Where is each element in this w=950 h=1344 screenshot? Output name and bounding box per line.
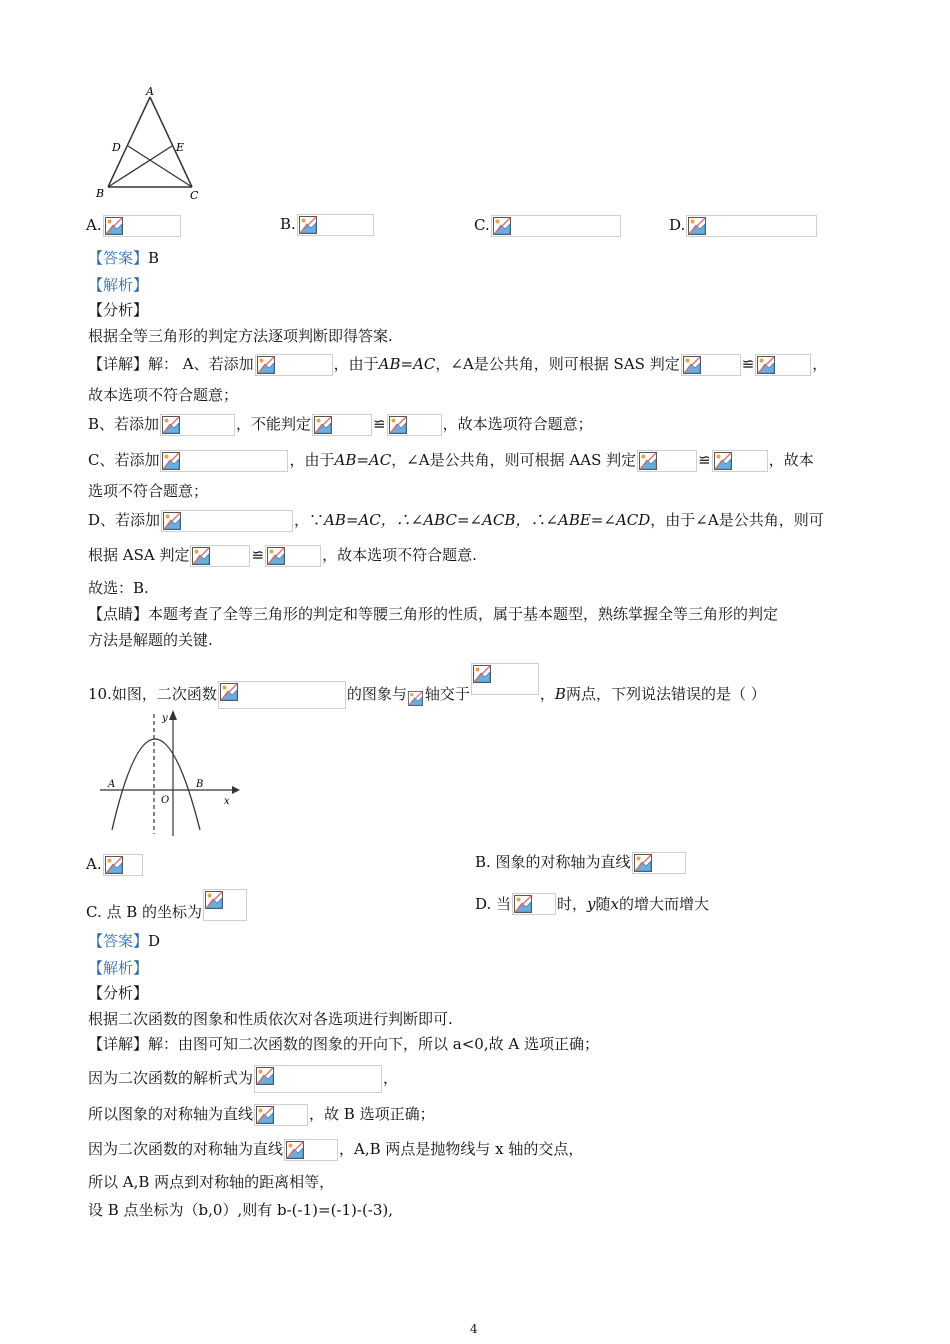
q9-option-a: [86, 214, 182, 237]
dianjing-tag: 【点睛】: [88, 605, 149, 623]
text: 两点，下列说法错误的是（ ）: [565, 685, 766, 703]
option-label: D. 当: [475, 895, 512, 913]
formula-image-placeholder: [254, 1065, 382, 1093]
broken-image-icon: [757, 356, 775, 374]
q10-detail-5: 所以 A,B 两点到对称轴的距离相等，: [88, 1173, 335, 1191]
detail-tag: 【详解】: [88, 355, 149, 373]
broken-image-icon: [286, 1141, 304, 1159]
detail-tag: 【详解】: [88, 1035, 149, 1053]
text: ，: [812, 355, 828, 373]
text: ，由于: [289, 451, 335, 469]
text: ，由于∠A是公共角，则可: [650, 511, 824, 529]
svg-text:x: x: [224, 796, 230, 807]
text: B、若添加: [88, 415, 160, 433]
text: ，由于: [333, 355, 379, 373]
text: 的图象与: [346, 685, 407, 703]
formula-image-placeholder: [681, 354, 741, 376]
formula-image-placeholder: [218, 681, 346, 709]
formula-image-placeholder: [255, 354, 333, 376]
formula-image-placeholder: [254, 1104, 308, 1126]
q9-option-d: [669, 214, 818, 237]
text: ，∵: [294, 511, 325, 529]
math-text: ，∴∠ABC=∠ACB: [380, 511, 516, 529]
formula-image-placeholder: [686, 215, 817, 237]
text: ，∠A: [391, 451, 430, 469]
text: ，不能判定: [236, 415, 312, 433]
option-label: A.: [86, 855, 102, 873]
formula-image-placeholder: [161, 510, 293, 532]
math-text: AB=AC: [378, 355, 436, 373]
q9-detail-c-cont: 选项不符合题意；: [88, 482, 209, 500]
formula-image-placeholder: [471, 663, 539, 695]
q9-detail-b: [88, 413, 593, 436]
math-text: x: [610, 895, 620, 913]
text: 是公共角，则可根据 AAS 判定: [429, 451, 637, 469]
formula-image-placeholder: [387, 414, 442, 436]
q10-stem: [88, 663, 766, 709]
formula-image-placeholder: [203, 889, 247, 921]
text: ，: [383, 1069, 399, 1087]
q9-detail-a: [88, 353, 827, 376]
broken-image-icon: [192, 547, 210, 565]
q10-option-a: [86, 853, 144, 876]
formula-image-placeholder: [284, 1139, 338, 1161]
broken-image-icon: [493, 217, 511, 235]
q9-detail-c: [88, 449, 814, 472]
broken-image-icon: [714, 452, 732, 470]
q9-detail-a-cont: 故本选项不符合题意；: [88, 386, 239, 404]
text: ，故 B 选项正确；: [309, 1105, 435, 1123]
formula-image-placeholder: [103, 215, 181, 237]
broken-image-icon: [220, 683, 238, 701]
congruent-symbol: ≌: [741, 355, 755, 373]
broken-image-icon: [473, 665, 491, 683]
text: 根据 ASA 判定: [88, 546, 190, 564]
q9-dianjing-cont: 方法是解题的关键.: [88, 631, 213, 649]
svg-text:O: O: [161, 795, 170, 806]
congruent-symbol: ≌: [373, 415, 386, 433]
q9-option-b: [280, 213, 375, 236]
parabola-figure: [94, 706, 244, 838]
congruent-symbol: ≌: [698, 451, 711, 469]
text: ，故本选项符合题意；: [442, 415, 593, 433]
broken-image-icon: [256, 1067, 274, 1085]
formula-image-placeholder: [103, 854, 143, 876]
broken-image-icon: [634, 854, 652, 872]
option-label: B. 图象的对称轴为直线: [475, 853, 631, 871]
text: 解： A、若添加: [148, 355, 254, 373]
formula-image-placeholder: [160, 414, 235, 436]
option-label: B.: [280, 215, 296, 233]
text: D、若添加: [88, 511, 161, 529]
svg-text:y: y: [162, 713, 168, 724]
q9-detail-d-cont: [88, 544, 477, 567]
broken-image-icon: [257, 356, 275, 374]
answer-tag: 【答案】: [88, 249, 149, 267]
congruent-symbol: ≌: [251, 546, 265, 564]
broken-image-icon: [314, 416, 332, 434]
broken-image-icon: [299, 216, 317, 234]
text: 时，: [557, 895, 588, 913]
formula-image-placeholder: [491, 215, 621, 237]
text: 的增大而增大: [619, 895, 710, 913]
text: 本题考查了全等三角形的判定和等腰三角形的性质，属于基本题型，熟练掌握全等三角形的判定: [148, 605, 779, 623]
q9-option-c: [474, 214, 622, 237]
text: ，故本: [768, 451, 814, 469]
q9-fenxi-tag: 【分析】: [88, 301, 149, 319]
formula-image-placeholder: [632, 852, 686, 874]
page-number: 4: [470, 1322, 478, 1336]
answer-tag: 【答案】: [88, 932, 149, 950]
q10-answer: [88, 930, 160, 952]
text: 解：由图可知二次函数的图象的开向下，所以 a<0,故 A 选项正确；: [148, 1035, 599, 1053]
text: 所以图象的对称轴为直线: [88, 1105, 254, 1123]
option-label: C.: [474, 216, 490, 234]
text: C、若添加: [88, 451, 160, 469]
q10-fenxi-text: 根据二次函数的图象和性质依次对各选项进行判断即可.: [88, 1010, 453, 1028]
broken-image-icon: [162, 416, 180, 434]
q10-detail-4: [88, 1138, 583, 1161]
answer-value: B: [148, 249, 160, 267]
math-text: AB=AC: [334, 451, 392, 469]
formula-image-placeholder: [297, 214, 374, 236]
math-text: y: [587, 895, 596, 913]
math-text: AB=AC: [324, 511, 381, 529]
formula-image-placeholder: [190, 545, 250, 567]
q9-detail-d: [88, 509, 824, 532]
svg-text:A: A: [108, 779, 116, 790]
broken-image-icon: [514, 895, 532, 913]
broken-image-icon: [105, 217, 123, 235]
text: ，: [539, 685, 555, 703]
svg-text:C: C: [190, 189, 199, 202]
q10-detail-3: [88, 1103, 435, 1126]
text: 因为二次函数的对称轴为直线: [88, 1140, 284, 1158]
q10-analysis-tag: 【解析】: [88, 959, 149, 977]
text: 随: [595, 895, 611, 913]
option-label: C. 点 B 的坐标为: [86, 903, 203, 921]
formula-image-placeholder: [755, 354, 811, 376]
broken-image-icon: [688, 217, 706, 235]
broken-image-icon: [267, 547, 285, 565]
broken-image-icon: [162, 452, 180, 470]
q10-fenxi-tag: 【分析】: [88, 984, 149, 1002]
formula-image-placeholder: [312, 414, 372, 436]
broken-image-icon: [105, 856, 123, 874]
text: ，A,B 两点是抛物线与 x 轴的交点，: [339, 1140, 584, 1158]
broken-image-icon: [683, 356, 701, 374]
text: 是公共角，则可根据 SAS 判定: [473, 355, 680, 373]
svg-text:B: B: [96, 187, 105, 200]
q9-analysis-tag: 【解析】: [88, 276, 149, 294]
broken-image-icon: [163, 512, 181, 530]
q10-option-d: [475, 893, 709, 915]
q10-detail-1: [88, 1033, 599, 1055]
broken-image-icon: [256, 1106, 274, 1124]
text: 10.如图，二次函数: [88, 685, 217, 703]
formula-image-placeholder: [712, 450, 768, 472]
q10-detail-2: [88, 1065, 398, 1093]
broken-image-icon: [408, 691, 423, 706]
svg-text:B: B: [196, 779, 204, 790]
q10-option-b: [475, 851, 687, 874]
formula-image-placeholder: [265, 545, 321, 567]
math-text: ，∴∠ABE=∠ACD: [515, 511, 651, 529]
svg-text:E: E: [176, 141, 185, 154]
option-label: A.: [86, 216, 102, 234]
formula-image-placeholder: [637, 450, 697, 472]
text: 轴交于: [424, 685, 470, 703]
text: ，故本选项不符合题意.: [322, 546, 477, 564]
broken-image-icon: [389, 416, 407, 434]
broken-image-icon: [205, 891, 223, 909]
svg-text:A: A: [146, 85, 154, 98]
q9-dianjing: [88, 603, 778, 625]
broken-image-icon: [639, 452, 657, 470]
q10-detail-6: 设 B 点坐标为（b,0）,则有 b-(-1)=(-1)-(-3),: [88, 1201, 394, 1219]
q9-choose: 故选：B.: [88, 579, 149, 597]
option-label: D.: [669, 216, 686, 234]
formula-image-placeholder: [408, 691, 424, 707]
q9-answer: [88, 247, 159, 269]
svg-text:D: D: [112, 141, 121, 154]
q10-option-c: [86, 889, 248, 923]
math-text: B: [554, 685, 566, 703]
text: 因为二次函数的解析式为: [88, 1069, 254, 1087]
triangle-figure: [92, 84, 212, 204]
q9-fenxi-text: 根据全等三角形的判定方法逐项判断即得答案.: [88, 327, 393, 345]
answer-value: D: [148, 932, 161, 950]
formula-image-placeholder: [160, 450, 288, 472]
text: ，∠A: [435, 355, 474, 373]
formula-image-placeholder: [512, 893, 556, 915]
